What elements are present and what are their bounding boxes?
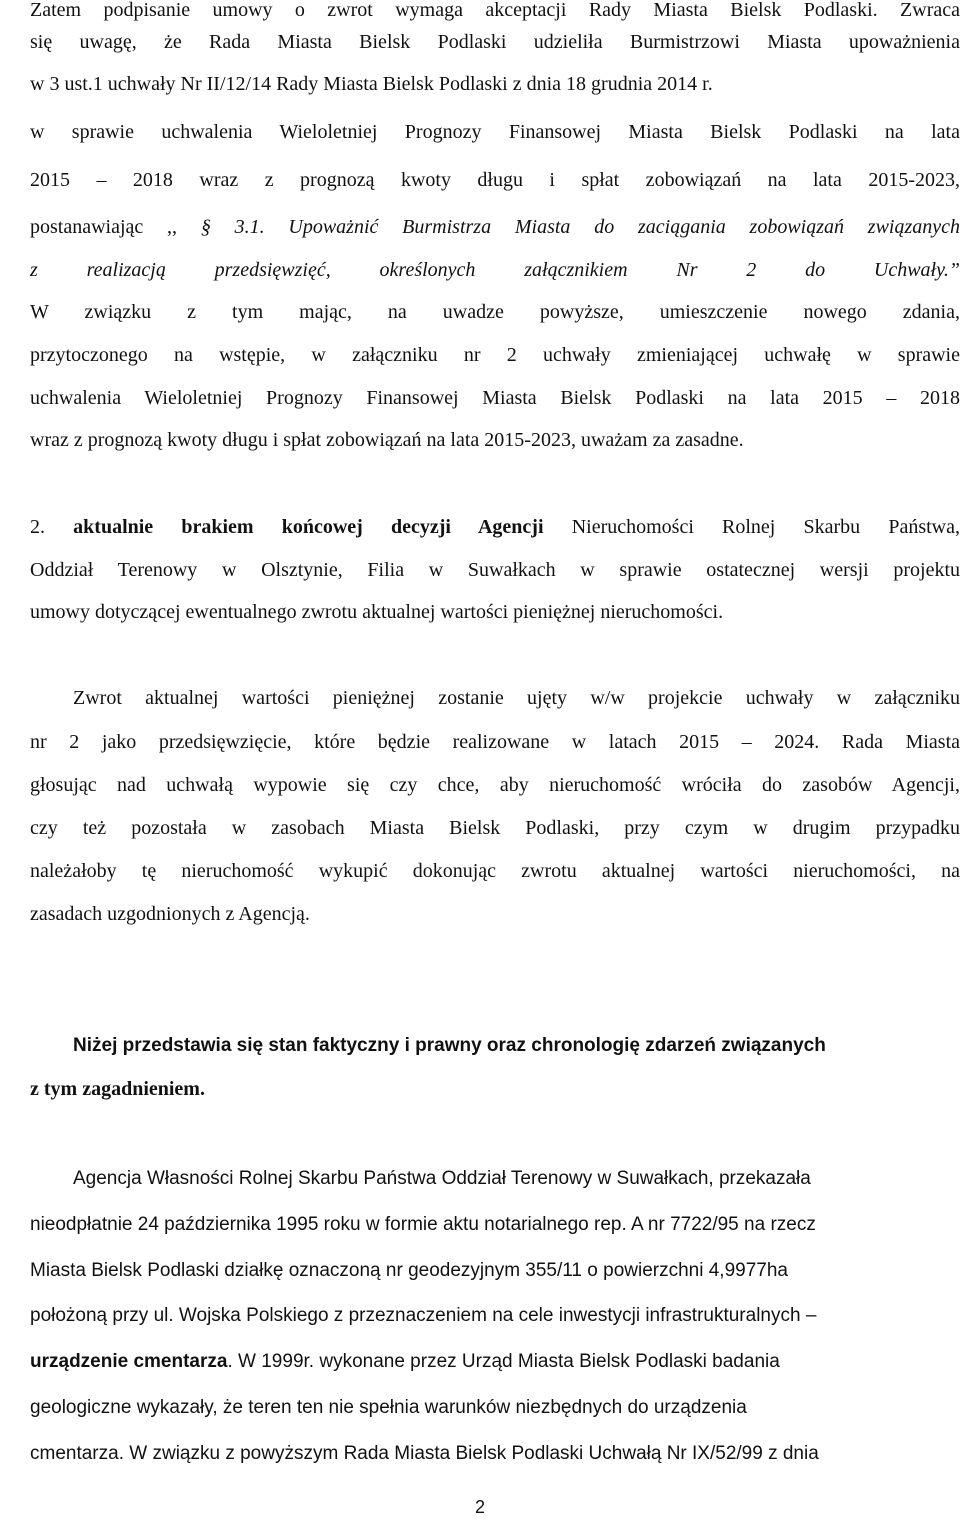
paragraph-line: Zatem podpisanie umowy o zwrot wymaga akceptacji Rady Miasta Bielsk Podlaski. Zwraca [30, 0, 960, 21]
paragraph-line: głosując nad uchwałą wypowie się czy chce, aby nieruchomość wróciła do zasobów Agencji, [30, 774, 960, 796]
paragraph-line: czy też pozostała w zasobach Miasta Bielsk Podlaski, przy czym w drugim przypadku [30, 817, 960, 839]
list-number: 2. [30, 516, 74, 538]
section-sign-icon: § [200, 216, 211, 238]
paragraph-text: postanawiając ,, [30, 216, 201, 238]
paragraph-text: Nieruchomości Rolnej Skarbu Państwa, [543, 516, 960, 538]
paragraph-line: uchwalenia Wieloletniej Prognozy Finansowej Miasta Bielsk Podlaski na lata 2015 – 2018 [30, 387, 960, 409]
emphasis-text: urządzenie cmentarza [30, 1351, 228, 1372]
paragraph-line: 2015 – 2018 wraz z prognozą kwoty długu i spłat zobowiązań na lata 2015-2023, [30, 169, 960, 191]
page-number: 2 [474, 1497, 485, 1517]
paragraph-line: Oddział Terenowy w Olsztynie, Filia w Suwałkach w sprawie ostatecznej wersji projektu [30, 559, 960, 581]
section-heading: Niżej przedstawia się stan faktyczny i prawny oraz chronologię zdarzeń związanych [73, 1035, 826, 1056]
paragraph-line [30, 213, 960, 241]
paragraph-line: wraz z prognozą kwoty długu i spłat zobowiązań na lata 2015-2023, uważam za zasadne. [30, 429, 744, 451]
quoted-text-line: z realizacją przedsięwzięć, określonych załącznikiem Nr 2 do Uchwały.” [30, 259, 960, 281]
paragraph-line [30, 70, 960, 98]
section-heading-continued: z tym zagadnieniem. [30, 1078, 205, 1100]
paragraph-line: W związku z tym mając, na uwadze powyższe, umieszczenie nowego zdania, [30, 301, 960, 323]
paragraph-line: geologiczne wykazały, że teren ten nie spełnia warunków niezbędnych do urządzenia [30, 1397, 747, 1418]
paragraph-line: Zwrot aktualnej wartości pieniężnej zostanie ujęty w/w projekcie uchwały w załączniku [73, 687, 960, 709]
paragraph-text: . W 1999r. wykonane przez Urząd Miasta Bielsk Podlaski badania [227, 1351, 780, 1372]
list-item [30, 513, 960, 541]
paragraph-line [30, 1348, 960, 1376]
paragraph-line: zasadach uzgodnionych z Agencją. [30, 903, 310, 925]
paragraph-line: w sprawie uchwalenia Wieloletniej Prognozy Finansowej Miasta Bielsk Podlaski na lata [30, 121, 960, 143]
paragraph-line: należałoby tę nieruchomość wykupić dokonując zwrotu aktualnej wartości nieruchomości, na [30, 860, 960, 882]
quoted-text: 3.1. Upoważnić Burmistrza Miasta do zaciągania zobowiązań związanych [210, 216, 960, 238]
paragraph-line: umowy dotyczącej ewentualnego zwrotu aktualnej wartości pieniężnej nieruchomości. [30, 601, 724, 623]
paragraph-line: położoną przy ul. Wojska Polskiego z przeznaczeniem na cele inwestycji infrastrukturalnych – [30, 1305, 817, 1326]
paragraph-text: w 3 ust.1 uchwały Nr II/12/14 Rady Miasta Bielsk Podlaski z dnia 18 grudnia 2014 r. [30, 73, 713, 95]
paragraph-line: nr 2 jako przedsięwzięcie, które będzie realizowane w latach 2015 – 2024. Rada Miasta [30, 731, 960, 753]
paragraph-line: cmentarza. W związku z powyższym Rada Miasta Bielsk Podlaski Uchwałą Nr IX/52/99 z dnia [30, 1443, 819, 1464]
paragraph-line: Agencja Własności Rolnej Skarbu Państwa Oddział Terenowy w Suwałkach, przekazała [73, 1168, 811, 1189]
paragraph-line: się uwagę, że Rada Miasta Bielsk Podlaski udzieliła Burmistrzowi Miasta upoważnienia [30, 31, 960, 53]
paragraph-line: przytoczonego na wstępie, w załączniku nr 2 uchwały zmieniającej uchwałę w sprawie [30, 344, 960, 366]
paragraph-line: nieodpłatnie 24 października 1995 roku w formie aktu notarialnego rep. A nr 7722/95 na rzecz [30, 1214, 816, 1235]
emphasis-text: aktualnie brakiem końcowej decyzji Agencji [73, 516, 544, 538]
paragraph-line: Miasta Bielsk Podlaski działkę oznaczoną nr geodezyjnym 355/11 o powierzchni 4,9977ha [30, 1260, 788, 1281]
